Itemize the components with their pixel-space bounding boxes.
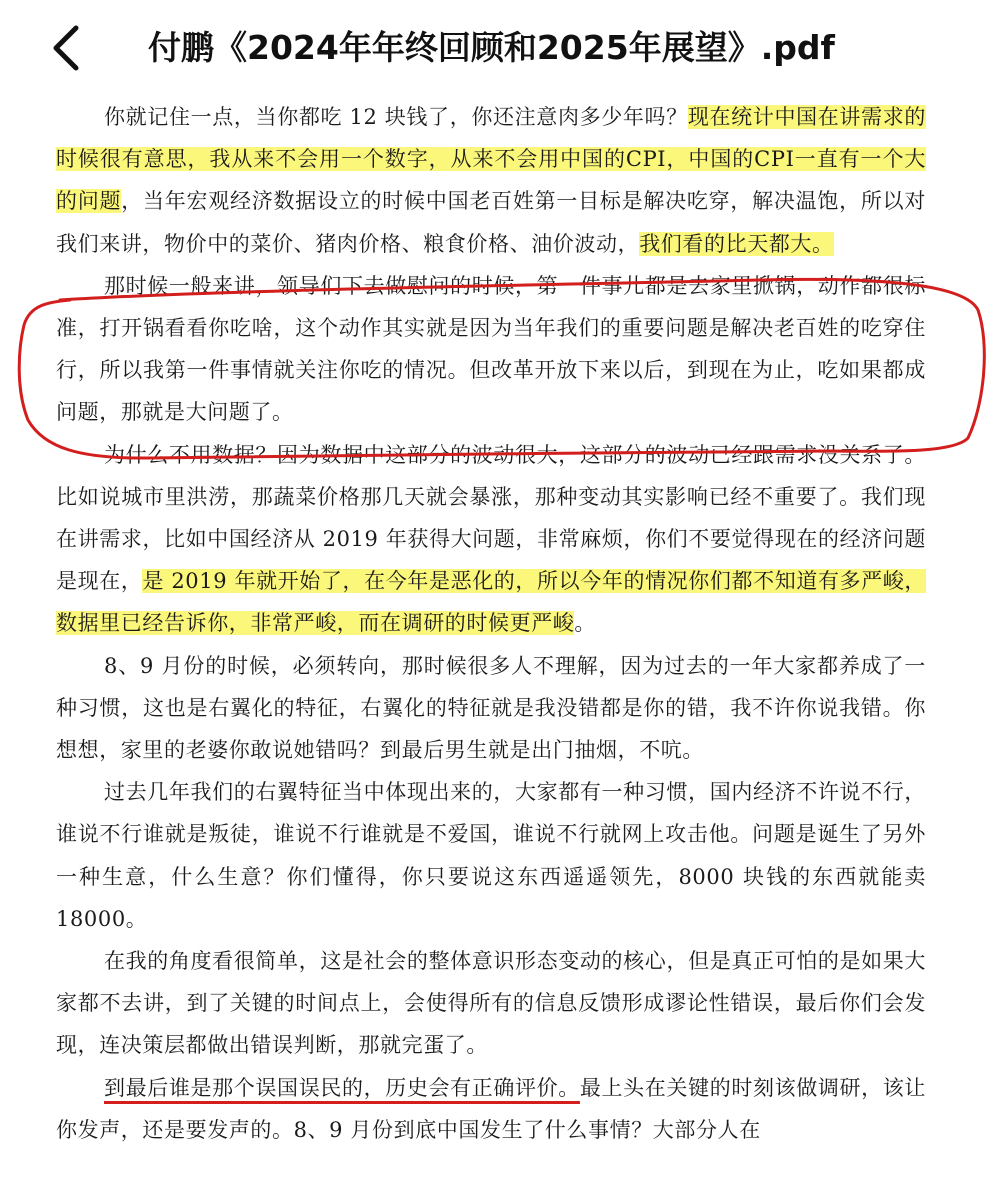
chevron-left-icon — [40, 20, 96, 76]
paragraph-2-circled: 那时候一般来讲，领导们下去做慰问的时候，第一件事儿都是去家里掀锅，动作都很标准，打开锅看看你吃啥，这个动作其实就是因为当年我们的重要问题是解决老百姓的吃穿住行，所以我第一件事情就关注你吃的情况。但改革开放下来以后，到现在为止，吃如果都成问题，那就是大问题了。 — [56, 273, 926, 425]
paragraph-5: 过去几年我们的右翼特征当中体现出来的，大家都有一种习惯，国内经济不许说不行，谁说不行谁就是叛徒，谁说不行谁就是不爱国，谁说不行就网上攻击他。问题是诞生了另外一种生意，什么生意？你们懂得，你只要说这东西遥遥领先，8000 块钱的东西就能卖 18000。 — [56, 780, 926, 931]
paragraph-1 — [56, 96, 926, 265]
text-run: 你就记住一点，当你都吃 12 块钱了，你还注意肉多少年吗？ — [104, 105, 688, 129]
highlighted-text[interactable]: 是 2019 年就开始了，在今年是恶化的，所以今年的情况你们都不知道有多严峻，数据里已经告诉你，非常严峻，而在调研的时候更严峻 — [56, 569, 926, 636]
paragraph-7 — [56, 1067, 926, 1151]
scroll-fade — [56, 84, 926, 94]
paragraph-3 — [56, 434, 926, 645]
document-page[interactable] — [56, 96, 926, 1151]
document-title: 付鹏《2024年年终回顾和2025年展望》.pdf — [148, 28, 835, 67]
text-run: 最上头在关键的时刻该做调研，该让你发声，还是要发声的。8、9 月份到底中国发生了什么事情？大部分人在 — [56, 1075, 926, 1142]
back-button[interactable] — [40, 20, 96, 76]
text-run: 为什么不用数据？因为数据中这部分的波动很大，这部分的波动已经跟需求没关系了。比如说城市里洪涝，那蔬菜价格那几天就会暴涨，那种变动其实影响已经不重要了。我们现在讲需求，比如中国经济从 2019 年获得大问题，非常麻烦，你们不要觉得现在的经济问题是现在， — [56, 442, 926, 594]
paragraph-6: 在我的角度看很简单，这是社会的整体意识形态变动的核心，但是真正可怕的是如果大家都不去讲，到了关键的时间点上，会使得所有的信息反馈形成谬论性错误，最后你们会发现，连决策层都做出错误判断，那就完蛋了。 — [56, 949, 926, 1058]
highlighted-text[interactable]: 现在统计中国在讲需求的时候很有意思，我从来不会用一个数字，从来不会用中国的CPI，中国的CPI一直有一个大的问题 — [56, 105, 926, 214]
highlighted-text[interactable]: 我们看的比天都大。 — [639, 231, 834, 256]
text-run: ，当年宏观经济数据设立的时候中国老百姓第一目标是解决吃穿，解决温饱，所以对我们来讲，物价中的菜价、猪肉价格、粮食价格、油价波动， — [56, 189, 926, 256]
text-run: 。 — [574, 611, 597, 636]
underlined-text[interactable]: 到最后谁是那个误国误民的，历史会有正确评价。 — [104, 1075, 580, 1100]
paragraph-4: 8、9 月份的时候，必须转向，那时候很多人不理解，因为过去的一年大家都养成了一种习惯，这也是右翼化的特征，右翼化的特征就是我没错都是你的错，我不许你说我错。你想想，家里的老婆你敢说她错吗？到最后男生就是出门抽烟，不吭。 — [56, 653, 926, 763]
app-header — [0, 0, 1007, 90]
